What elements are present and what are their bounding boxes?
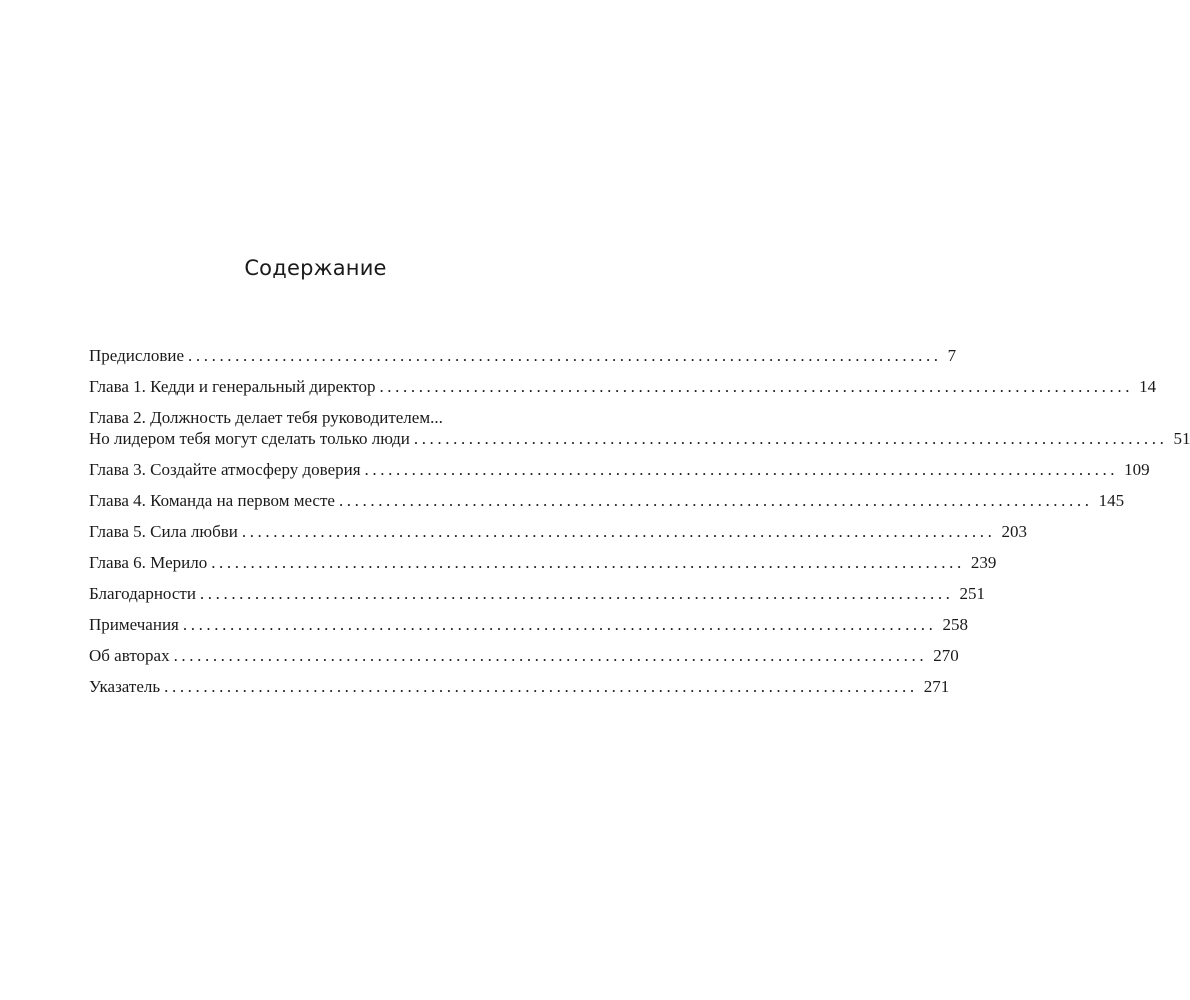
toc-entry-title: Глава 6. Мерило bbox=[89, 553, 208, 572]
toc-entry-page: 239 bbox=[970, 553, 997, 572]
dot-leader: ................................................................................................ bbox=[364, 460, 1119, 479]
dot-leader: ................................................................................................ bbox=[413, 429, 1168, 448]
toc-entry-title: Предисловие bbox=[89, 346, 185, 365]
toc-entry-title: Глава 4. Команда на первом месте bbox=[89, 491, 335, 510]
toc-entry-title: Об авторах bbox=[89, 646, 170, 665]
toc-entry-page: 145 bbox=[1098, 491, 1125, 510]
toc-entry-title: Благодарности bbox=[89, 584, 196, 603]
toc-entry-page: 203 bbox=[1001, 522, 1027, 541]
toc-entry-page: 270 bbox=[933, 646, 959, 665]
dot-leader: ................................................................................................ bbox=[173, 646, 928, 665]
toc-entry-notes bbox=[89, 614, 968, 635]
toc-entry-page: 109 bbox=[1124, 460, 1150, 479]
toc-entry-about-authors bbox=[89, 645, 959, 666]
toc-entry-title: Глава 3. Создайте атмосферу доверия bbox=[89, 460, 361, 479]
toc-entry-title: Примечания bbox=[89, 615, 179, 634]
toc-entry-title: Глава 5. Сила любви bbox=[89, 522, 238, 541]
toc-entry-chapter-5 bbox=[89, 521, 1027, 542]
toc-entry-preface bbox=[89, 345, 957, 366]
toc-entry-chapter-4 bbox=[89, 490, 1125, 511]
dot-leader: ................................................................................................ bbox=[379, 377, 1134, 396]
dot-leader: ................................................................................................ bbox=[241, 522, 996, 541]
dot-leader: ................................................................................................ bbox=[338, 491, 1093, 510]
dot-leader: ................................................................................................ bbox=[164, 677, 918, 696]
toc-entry-index bbox=[89, 676, 950, 697]
toc-heading: Содержание bbox=[244, 256, 387, 280]
toc-entry-title: Глава 1. Кедди и генеральный директор bbox=[89, 377, 376, 396]
toc-entry-chapter-6 bbox=[89, 552, 997, 573]
toc-entry-page: 7 bbox=[947, 346, 957, 365]
toc-entry-chapter-2 bbox=[89, 407, 1190, 449]
toc-entry-title: Но лидером тебя могут сделать только люди bbox=[89, 429, 410, 448]
toc-entry-title-line-1: Глава 2. Должность делает тебя руководителем... bbox=[89, 408, 443, 427]
toc-entry-page: 51 bbox=[1173, 429, 1190, 448]
toc-entry-last-line bbox=[89, 428, 1190, 449]
toc-entry-chapter-3 bbox=[89, 459, 1150, 480]
toc-entry-page: 251 bbox=[959, 584, 986, 603]
toc-entry-title: Указатель bbox=[89, 677, 161, 696]
toc-entry-page: 258 bbox=[942, 615, 968, 634]
toc-entry-page: 14 bbox=[1139, 377, 1157, 396]
table-of-contents bbox=[89, 345, 1190, 707]
toc-entry-page: 271 bbox=[923, 677, 950, 696]
dot-leader: ................................................................................................ bbox=[211, 553, 965, 572]
toc-entry-acknowledgements bbox=[89, 583, 986, 604]
toc-entry-chapter-1 bbox=[89, 376, 1157, 397]
dot-leader: ................................................................................................ bbox=[188, 346, 942, 365]
dot-leader: ................................................................................................ bbox=[199, 584, 954, 603]
dot-leader: ................................................................................................ bbox=[182, 615, 937, 634]
